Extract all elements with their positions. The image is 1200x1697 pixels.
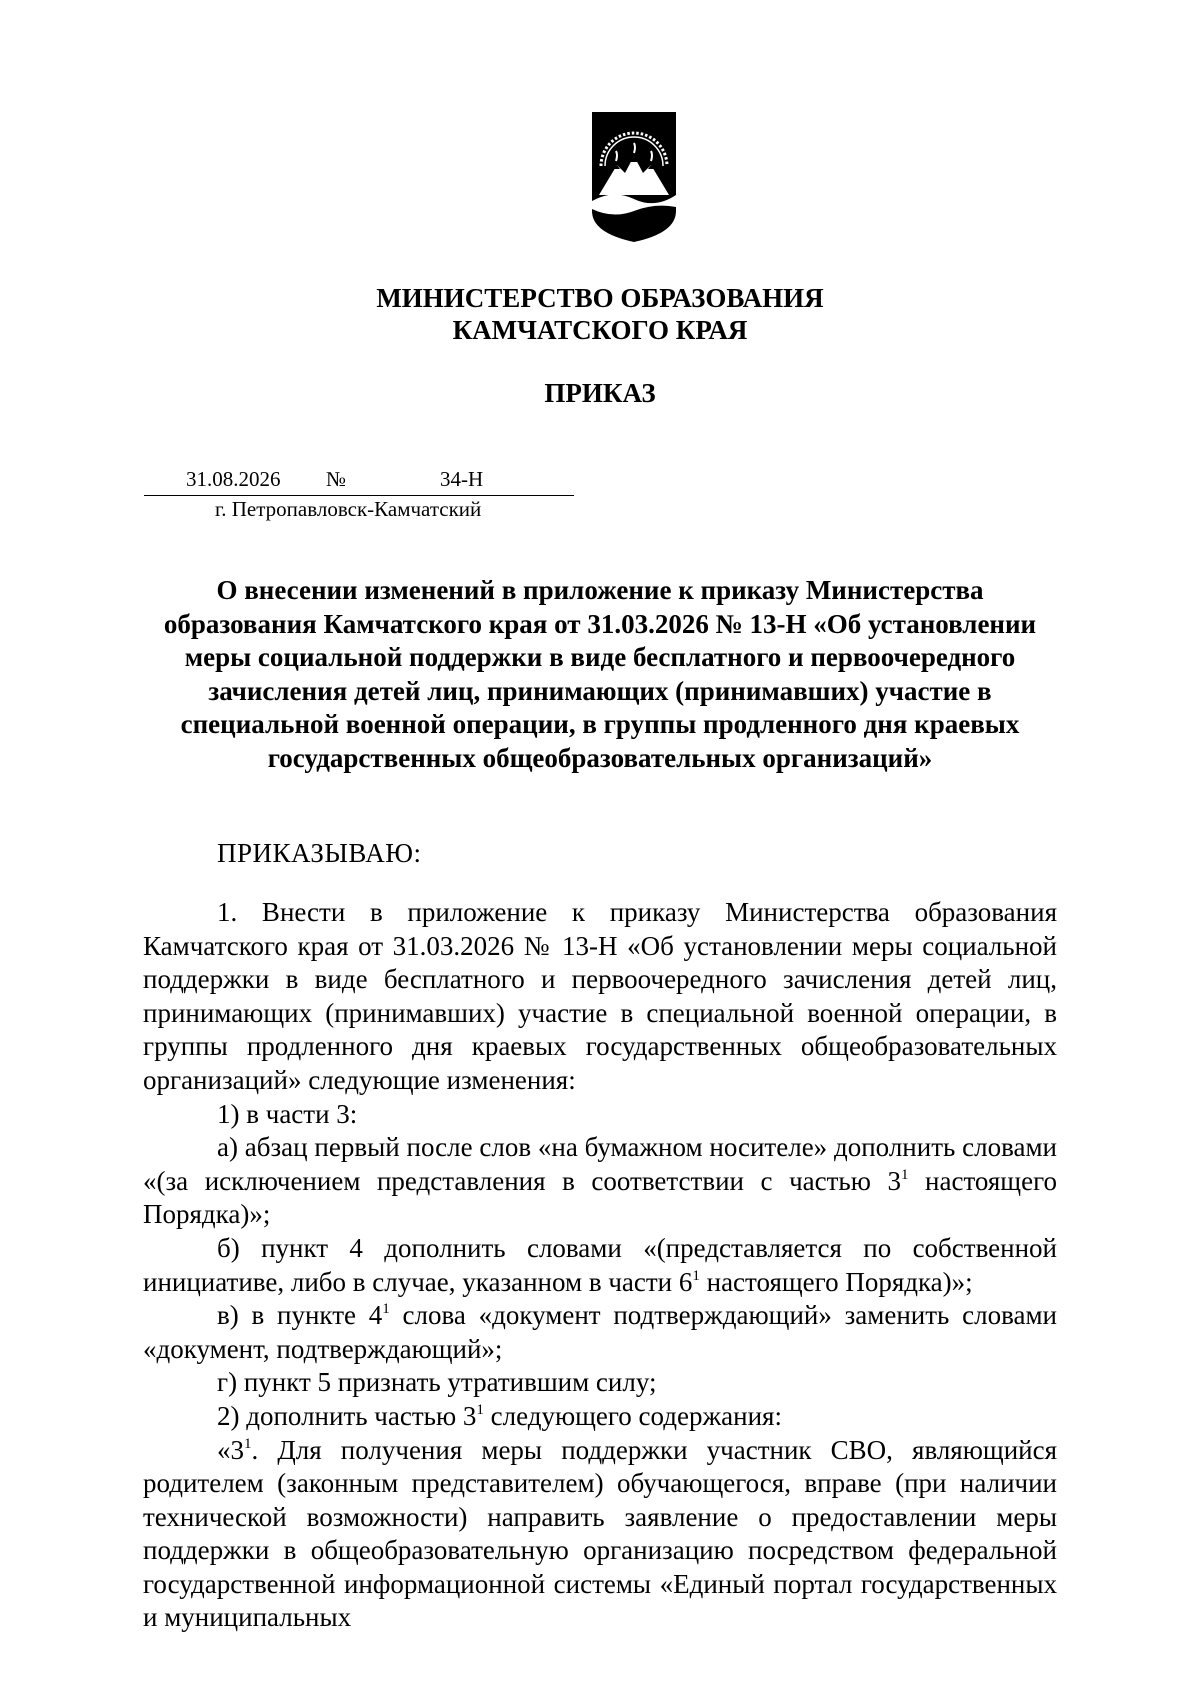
order-number: 34-Н	[440, 467, 484, 491]
paragraph-v	[143, 1299, 1057, 1366]
paragraph-3-1-text: . Для получения меры поддержки участник СВО, являющийся родителем (законным представителем) обучающегося, вправе (при наличии технической возможности) направить заявление о предоставлении меры поддержки в общеобразовательную организацию посредством федеральной государственной информационной системы «Единый портал государственных и муниципальных	[143, 1434, 1057, 1633]
ministry-name-line1: МИНИСТЕРСТВО ОБРАЗОВАНИЯ	[376, 283, 824, 313]
coat-of-arms-emblem	[591, 111, 677, 243]
paragraph-g: г) пункт 5 признать утратившим силу;	[217, 1367, 657, 1398]
ministry-name-line2: КАМЧАТСКОГО КРАЯ	[452, 315, 748, 345]
decree-word: ПРИКАЗЫВАЮ:	[217, 838, 422, 868]
paragraph-b-tail: настоящего Порядка)»;	[699, 1266, 973, 1297]
superscript: 1	[476, 1401, 484, 1418]
paragraph-a-tail: настоящего Порядка)»;	[143, 1165, 1057, 1230]
number-sign: №	[326, 467, 347, 491]
paragraph-3-1-lead: «3	[217, 1434, 244, 1465]
paragraph-b-text: б) пункт 4 дополнить словами «(представляется по собственной инициативе, либо в случае, указанном в части 6	[143, 1232, 1057, 1297]
paragraph-part3: 1) в части 3:	[217, 1098, 358, 1129]
registration-line	[144, 465, 574, 496]
superscript: 1	[900, 1166, 909, 1183]
paragraph-a-text: а) абзац первый после слов «на бумажном носителе» дополнить словами «(за исключением представления в соответствии с частью 3	[143, 1132, 1057, 1196]
paragraph-2-text: 2) дополнить частью 3	[217, 1400, 477, 1431]
paragraph-b	[143, 1232, 1057, 1299]
order-date: 31.08.2026	[186, 467, 281, 491]
superscript: 1	[692, 1267, 700, 1284]
superscript: 1	[244, 1435, 252, 1452]
city-name: г. Петропавловск-Камчатский	[215, 497, 482, 521]
superscript: 1	[382, 1301, 390, 1318]
document-body	[143, 896, 1057, 1635]
paragraph-2-tail: следующего содержания:	[483, 1400, 782, 1431]
document-type: ПРИКАЗ	[544, 378, 656, 408]
paragraph-v-text: в) в пункте 4	[217, 1300, 383, 1331]
paragraph-a	[143, 1131, 1057, 1232]
paragraph-3-1	[143, 1434, 1057, 1636]
ministry-name	[0, 282, 1200, 346]
paragraph-1: 1. Внести в приложение к приказу Министерства образования Камчатского края от 31.03.2026 № 13-Н «Об установлении меры социальной поддержки в виде бесплатного и первоочередного зачисления детей лиц, принимающих (принимавших) участие в специальной военной операции, в группы продленного дня краевых государственных общеобразовательных организаций» следующие изменения:	[143, 897, 1057, 1095]
paragraph-2	[143, 1400, 1057, 1434]
paragraph-v-tail: слова «документ подтверждающий» заменить словами «документ, подтверждающий»;	[143, 1300, 1057, 1364]
document-title: О внесении изменений в приложение к приказу Министерства образования Камчатского края от 31.03.2026 № 13-Н «Об установлении меры социальной поддержки в виде бесплатного и первоочередного зачисления детей лиц, принимающих (принимавших) участие в специальной военной операции, в группы продленного дня краевых государственных общеобразовательных организаций»	[163, 575, 1037, 773]
